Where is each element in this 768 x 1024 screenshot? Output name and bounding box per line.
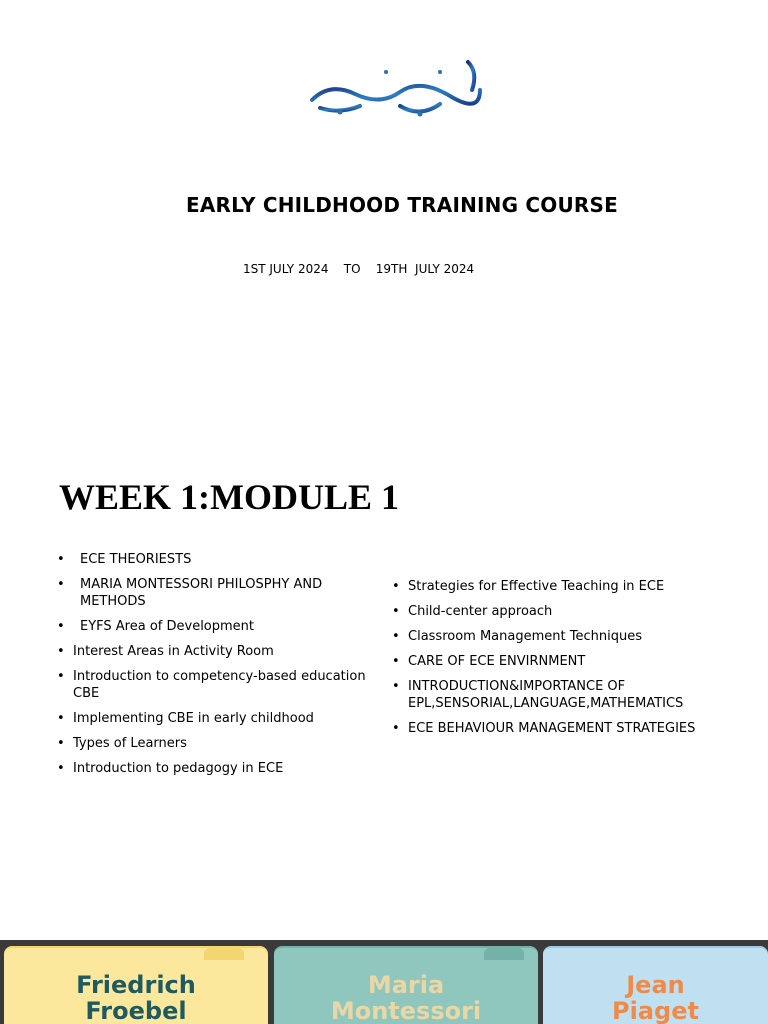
list-item — [392, 720, 738, 737]
theorists-banner — [0, 940, 768, 1024]
bullet-icon: • — [57, 619, 65, 634]
list-item — [57, 618, 373, 635]
card-name-line2: Piaget — [612, 997, 699, 1024]
bullet-icon: • — [57, 669, 65, 684]
theorist-card-piaget — [543, 946, 768, 1024]
right-topic-list — [392, 578, 738, 745]
card-name-line2: Froebel — [85, 997, 187, 1024]
list-item — [57, 760, 373, 777]
bullet-icon: • — [392, 604, 400, 619]
list-item-text: Child-center approach — [408, 604, 553, 619]
list-item-text: Strategies for Effective Teaching in ECE — [408, 579, 665, 594]
list-item — [392, 628, 738, 645]
list-item-text: Classroom Management Techniques — [408, 629, 642, 644]
list-item-text: INTRODUCTION&IMPORTANCE OF EPL,SENSORIAL,LANGUAGE,MATHEMATICS — [408, 679, 684, 711]
bullet-icon: • — [57, 761, 65, 776]
card-name-line1: Friedrich — [76, 971, 196, 999]
list-item-text: ECE THEORIESTS — [80, 552, 192, 567]
list-item — [392, 653, 738, 670]
list-item-text: Interest Areas in Activity Room — [73, 644, 274, 659]
list-item — [57, 551, 373, 568]
theorist-card-montessori — [274, 946, 538, 1024]
list-item — [392, 678, 738, 712]
card-name-line1: Jean — [626, 971, 685, 999]
folder-tab — [204, 948, 244, 960]
bullet-icon: • — [57, 711, 65, 726]
list-item — [392, 578, 738, 595]
list-item — [392, 603, 738, 620]
list-item-text: MARIA MONTESSORI PHILOSPHY AND METHODS — [80, 577, 323, 609]
bullet-icon: • — [392, 721, 400, 736]
course-title: EARLY CHILDHOOD TRAINING COURSE — [186, 193, 618, 217]
bullet-icon: • — [57, 552, 65, 567]
bullet-icon: • — [57, 644, 65, 659]
list-item-text: Introduction to pedagogy in ECE — [73, 761, 284, 776]
list-item — [57, 576, 373, 610]
bullet-icon: • — [57, 577, 65, 592]
list-item — [57, 710, 373, 727]
card-name-line1: Maria — [367, 971, 445, 999]
bullet-icon: • — [392, 629, 400, 644]
theorist-card-froebel — [4, 946, 268, 1024]
course-dates: 1ST JULY 2024 TO 19TH JULY 2024 — [243, 262, 475, 276]
list-item-text: Implementing CBE in early childhood — [73, 711, 314, 726]
list-item-text: ECE BEHAVIOUR MANAGEMENT STRATEGIES — [408, 721, 696, 736]
bullet-icon: • — [392, 654, 400, 669]
list-item-text: EYFS Area of Development — [80, 619, 255, 634]
list-item-text: Types of Learners — [73, 736, 187, 751]
module-heading: WEEK 1:MODULE 1 — [59, 477, 400, 517]
list-item-text: CARE OF ECE ENVIRNMENT — [408, 654, 586, 669]
bismillah-calligraphy-icon — [300, 42, 490, 122]
folder-tab — [484, 948, 524, 960]
bullet-icon: • — [57, 736, 65, 751]
list-item-text: Introduction to competency-based education CBE — [73, 669, 366, 701]
list-item — [57, 643, 373, 660]
list-item — [57, 735, 373, 752]
list-item — [57, 668, 373, 702]
left-topic-list — [57, 551, 373, 785]
bullet-icon: • — [392, 579, 400, 594]
card-name-line2: Montessori — [330, 997, 482, 1024]
bullet-icon: • — [392, 679, 400, 694]
